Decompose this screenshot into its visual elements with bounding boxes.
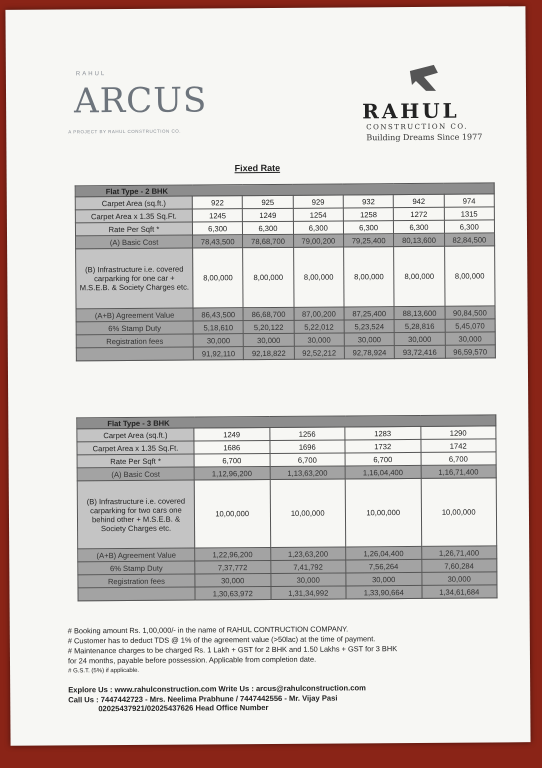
value-cell: 91,92,110: [193, 347, 243, 360]
row-label: Carpet Area (sq.ft.): [77, 428, 194, 442]
value-cell: 30,000: [195, 573, 271, 587]
value-cell: 5,18,610: [193, 321, 243, 334]
value-cell: 30,000: [270, 573, 346, 587]
value-cell: 1315: [444, 207, 494, 220]
value-cell: 5,45,070: [445, 319, 495, 332]
value-cell: 78,43,500: [193, 235, 243, 248]
table-row: [78, 585, 497, 601]
value-cell: 78,68,700: [243, 234, 293, 247]
table-row: [76, 246, 495, 309]
value-cell: 974: [444, 194, 494, 207]
value-cell: 6,700: [421, 452, 497, 466]
value-cell: 92,18,822: [244, 346, 294, 359]
value-cell: 7,60,284: [421, 559, 497, 573]
value-cell: 5,28,816: [394, 319, 444, 332]
value-cell: 92,78,924: [344, 346, 394, 359]
row-label: Rate Per Sqft *: [75, 222, 192, 236]
value-cell: 1290: [420, 426, 496, 440]
value-cell: 30,000: [344, 333, 394, 346]
value-cell: 5,20,122: [243, 320, 293, 333]
flat-type-header: Flat Type - 3 BHK: [77, 415, 496, 429]
value-cell: 5,23,524: [344, 320, 394, 333]
value-cell: 6,700: [194, 453, 270, 467]
table-row: [77, 478, 496, 549]
value-cell: 1,34,61,684: [421, 585, 497, 599]
value-cell: 8,00,000: [444, 246, 495, 306]
value-cell: 87,00,200: [294, 307, 344, 320]
value-cell: 1272: [394, 207, 444, 220]
value-cell: 82,84,500: [444, 233, 494, 246]
arcus-logo-tagline: A PROJECT BY RAHUL CONSTRUCTION CO.: [68, 128, 181, 135]
table-row: [76, 345, 495, 361]
value-cell: 30,000: [294, 333, 344, 346]
value-cell: 93,72,416: [395, 345, 445, 358]
row-label: (A+B) Agreement Value: [78, 548, 195, 562]
value-cell: 87,25,400: [344, 307, 394, 320]
value-cell: 6,300: [343, 221, 393, 234]
value-cell: 1,26,04,400: [346, 546, 422, 560]
contact-line-phone: Call Us : 7447442723 - Mrs. Neelima Prabhune / 7447442556 - Mr. Vijay Pasi: [68, 693, 338, 704]
contact-line-web: Explore Us : www.rahulconstruction.com Write Us : arcus@rahulconstruction.com: [68, 683, 366, 695]
value-cell: 10,00,000: [270, 479, 346, 548]
value-cell: 1742: [420, 439, 496, 453]
price-table-3bhk: [76, 414, 497, 601]
value-cell: 8,00,000: [293, 247, 344, 307]
value-cell: 1,33,90,664: [346, 585, 422, 599]
value-cell: 10,00,000: [194, 479, 270, 548]
rahul-logo-name: RAHUL: [362, 98, 460, 124]
row-label: (B) Infrastructure i.e. covered carparking for one car + M.S.E.B. & Society Charges etc.: [76, 248, 193, 309]
value-cell: 8,00,000: [394, 246, 445, 306]
value-cell: 30,000: [421, 572, 497, 586]
value-cell: 6,700: [270, 453, 346, 467]
value-cell: 1258: [343, 208, 393, 221]
flat-type-header: Flat Type - 2 BHK: [75, 183, 494, 197]
value-cell: 30,000: [395, 332, 445, 345]
note-line: # Booking amount Rs. 1,00,000/- in the name of RAHUL CONTRUCTION COMPANY.: [67, 624, 349, 636]
row-label: (A) Basic Cost: [76, 235, 193, 249]
value-cell: 1249: [194, 427, 270, 441]
value-cell: 1,13,63,200: [270, 466, 346, 480]
value-cell: 1,16,71,400: [421, 465, 497, 479]
value-cell: 1283: [345, 426, 421, 440]
value-cell: 929: [293, 195, 343, 208]
page-title: Fixed Rate: [234, 162, 281, 174]
rahul-logo-icon: [404, 63, 444, 95]
value-cell: 79,00,200: [293, 234, 343, 247]
value-cell: 932: [343, 195, 393, 208]
value-cell: 8,00,000: [243, 247, 294, 307]
row-label: Carpet Area x 1.35 Sq.Ft.: [77, 441, 194, 455]
value-cell: 80,13,600: [394, 233, 444, 246]
row-label: Carpet Area x 1.35 Sq.Ft.: [75, 209, 192, 223]
contact-line-office: 02025437921/02025437626 Head Office Number: [98, 703, 269, 714]
value-cell: 1,30,63,972: [195, 586, 271, 600]
value-cell: 1,16,04,400: [345, 465, 421, 479]
note-line: # Customer has to deduct TDS @ 1% of the agreement value (>50lac) at the time of payment.: [67, 634, 376, 646]
value-cell: 6,300: [243, 221, 293, 234]
row-label: Rate Per Sqft *: [77, 454, 194, 468]
value-cell: 1256: [269, 427, 345, 441]
value-cell: 8,00,000: [193, 248, 244, 308]
value-cell: 1,22,96,200: [195, 547, 271, 561]
value-cell: 30,000: [445, 332, 495, 345]
value-cell: 86,68,700: [243, 307, 293, 320]
row-label: Registration fees: [78, 574, 195, 588]
value-cell: 6,300: [394, 220, 444, 233]
note-line: # G.S.T. (5%) if applicable.: [68, 667, 140, 675]
value-cell: 1254: [293, 208, 343, 221]
value-cell: 1245: [192, 209, 242, 222]
value-cell: 10,00,000: [421, 478, 497, 547]
value-cell: 6,700: [345, 452, 421, 466]
notes: [68, 624, 398, 676]
rahul-logo-subtitle: CONSTRUCTION CO.: [366, 122, 468, 132]
value-cell: 922: [192, 196, 242, 209]
rahul-logo-tagline: Building Dreams Since 1977: [366, 132, 483, 143]
row-label: 6% Stamp Duty: [78, 561, 195, 575]
price-sheet: [5, 6, 530, 746]
value-cell: 1,23,63,200: [270, 547, 346, 561]
row-label: (A+B) Agreement Value: [76, 308, 193, 322]
value-cell: 30,000: [193, 334, 243, 347]
row-label: (A) Basic Cost: [77, 467, 194, 481]
value-cell: 86,43,500: [193, 308, 243, 321]
value-cell: 1732: [345, 439, 421, 453]
value-cell: 10,00,000: [345, 478, 421, 547]
row-label: [76, 347, 193, 361]
value-cell: 6,300: [293, 221, 343, 234]
value-cell: 5,22,012: [294, 320, 344, 333]
value-cell: 1,31,34,992: [270, 586, 346, 600]
value-cell: 7,41,792: [270, 560, 346, 574]
value-cell: 96,59,570: [445, 345, 495, 358]
value-cell: 925: [243, 195, 293, 208]
value-cell: 1686: [194, 440, 270, 454]
value-cell: 6,300: [192, 222, 242, 235]
arcus-logo: ARCUS: [73, 80, 208, 122]
row-label: Registration fees: [76, 334, 193, 348]
value-cell: 30,000: [346, 572, 422, 586]
contact-info: [68, 683, 366, 714]
value-cell: 88,13,600: [394, 306, 444, 319]
value-cell: 1,26,71,400: [421, 546, 497, 560]
row-label: [78, 587, 195, 601]
arcus-logo-small-text: RAHUL: [75, 71, 107, 78]
value-cell: 79,25,400: [343, 234, 393, 247]
value-cell: 942: [394, 194, 444, 207]
value-cell: 6,300: [444, 220, 494, 233]
value-cell: 1,12,96,200: [194, 466, 270, 480]
value-cell: 90,84,500: [445, 306, 495, 319]
value-cell: 30,000: [244, 333, 294, 346]
note-line: for 24 months, payable before possession. Applicable from completion date.: [67, 654, 317, 666]
note-line: # Maintenance charges to be charged Rs. 1 Lakh + GST for 2 BHK and 1.50 Lakhs + GST for 3 BHK: [67, 644, 398, 656]
row-label: (B) Infrastructure i.e. covered carparking for two cars one behind other + M.S.E.B. & Society Charges etc.: [77, 480, 194, 549]
value-cell: 1696: [269, 440, 345, 454]
value-cell: 8,00,000: [344, 247, 395, 307]
row-label: Carpet Area (sq.ft.): [75, 196, 192, 210]
value-cell: 1249: [243, 208, 293, 221]
price-table-2bhk: [75, 182, 496, 361]
value-cell: 7,37,772: [195, 560, 271, 574]
row-label: 6% Stamp Duty: [76, 321, 193, 335]
value-cell: 92,52,212: [294, 346, 344, 359]
value-cell: 7,56,264: [346, 559, 422, 573]
